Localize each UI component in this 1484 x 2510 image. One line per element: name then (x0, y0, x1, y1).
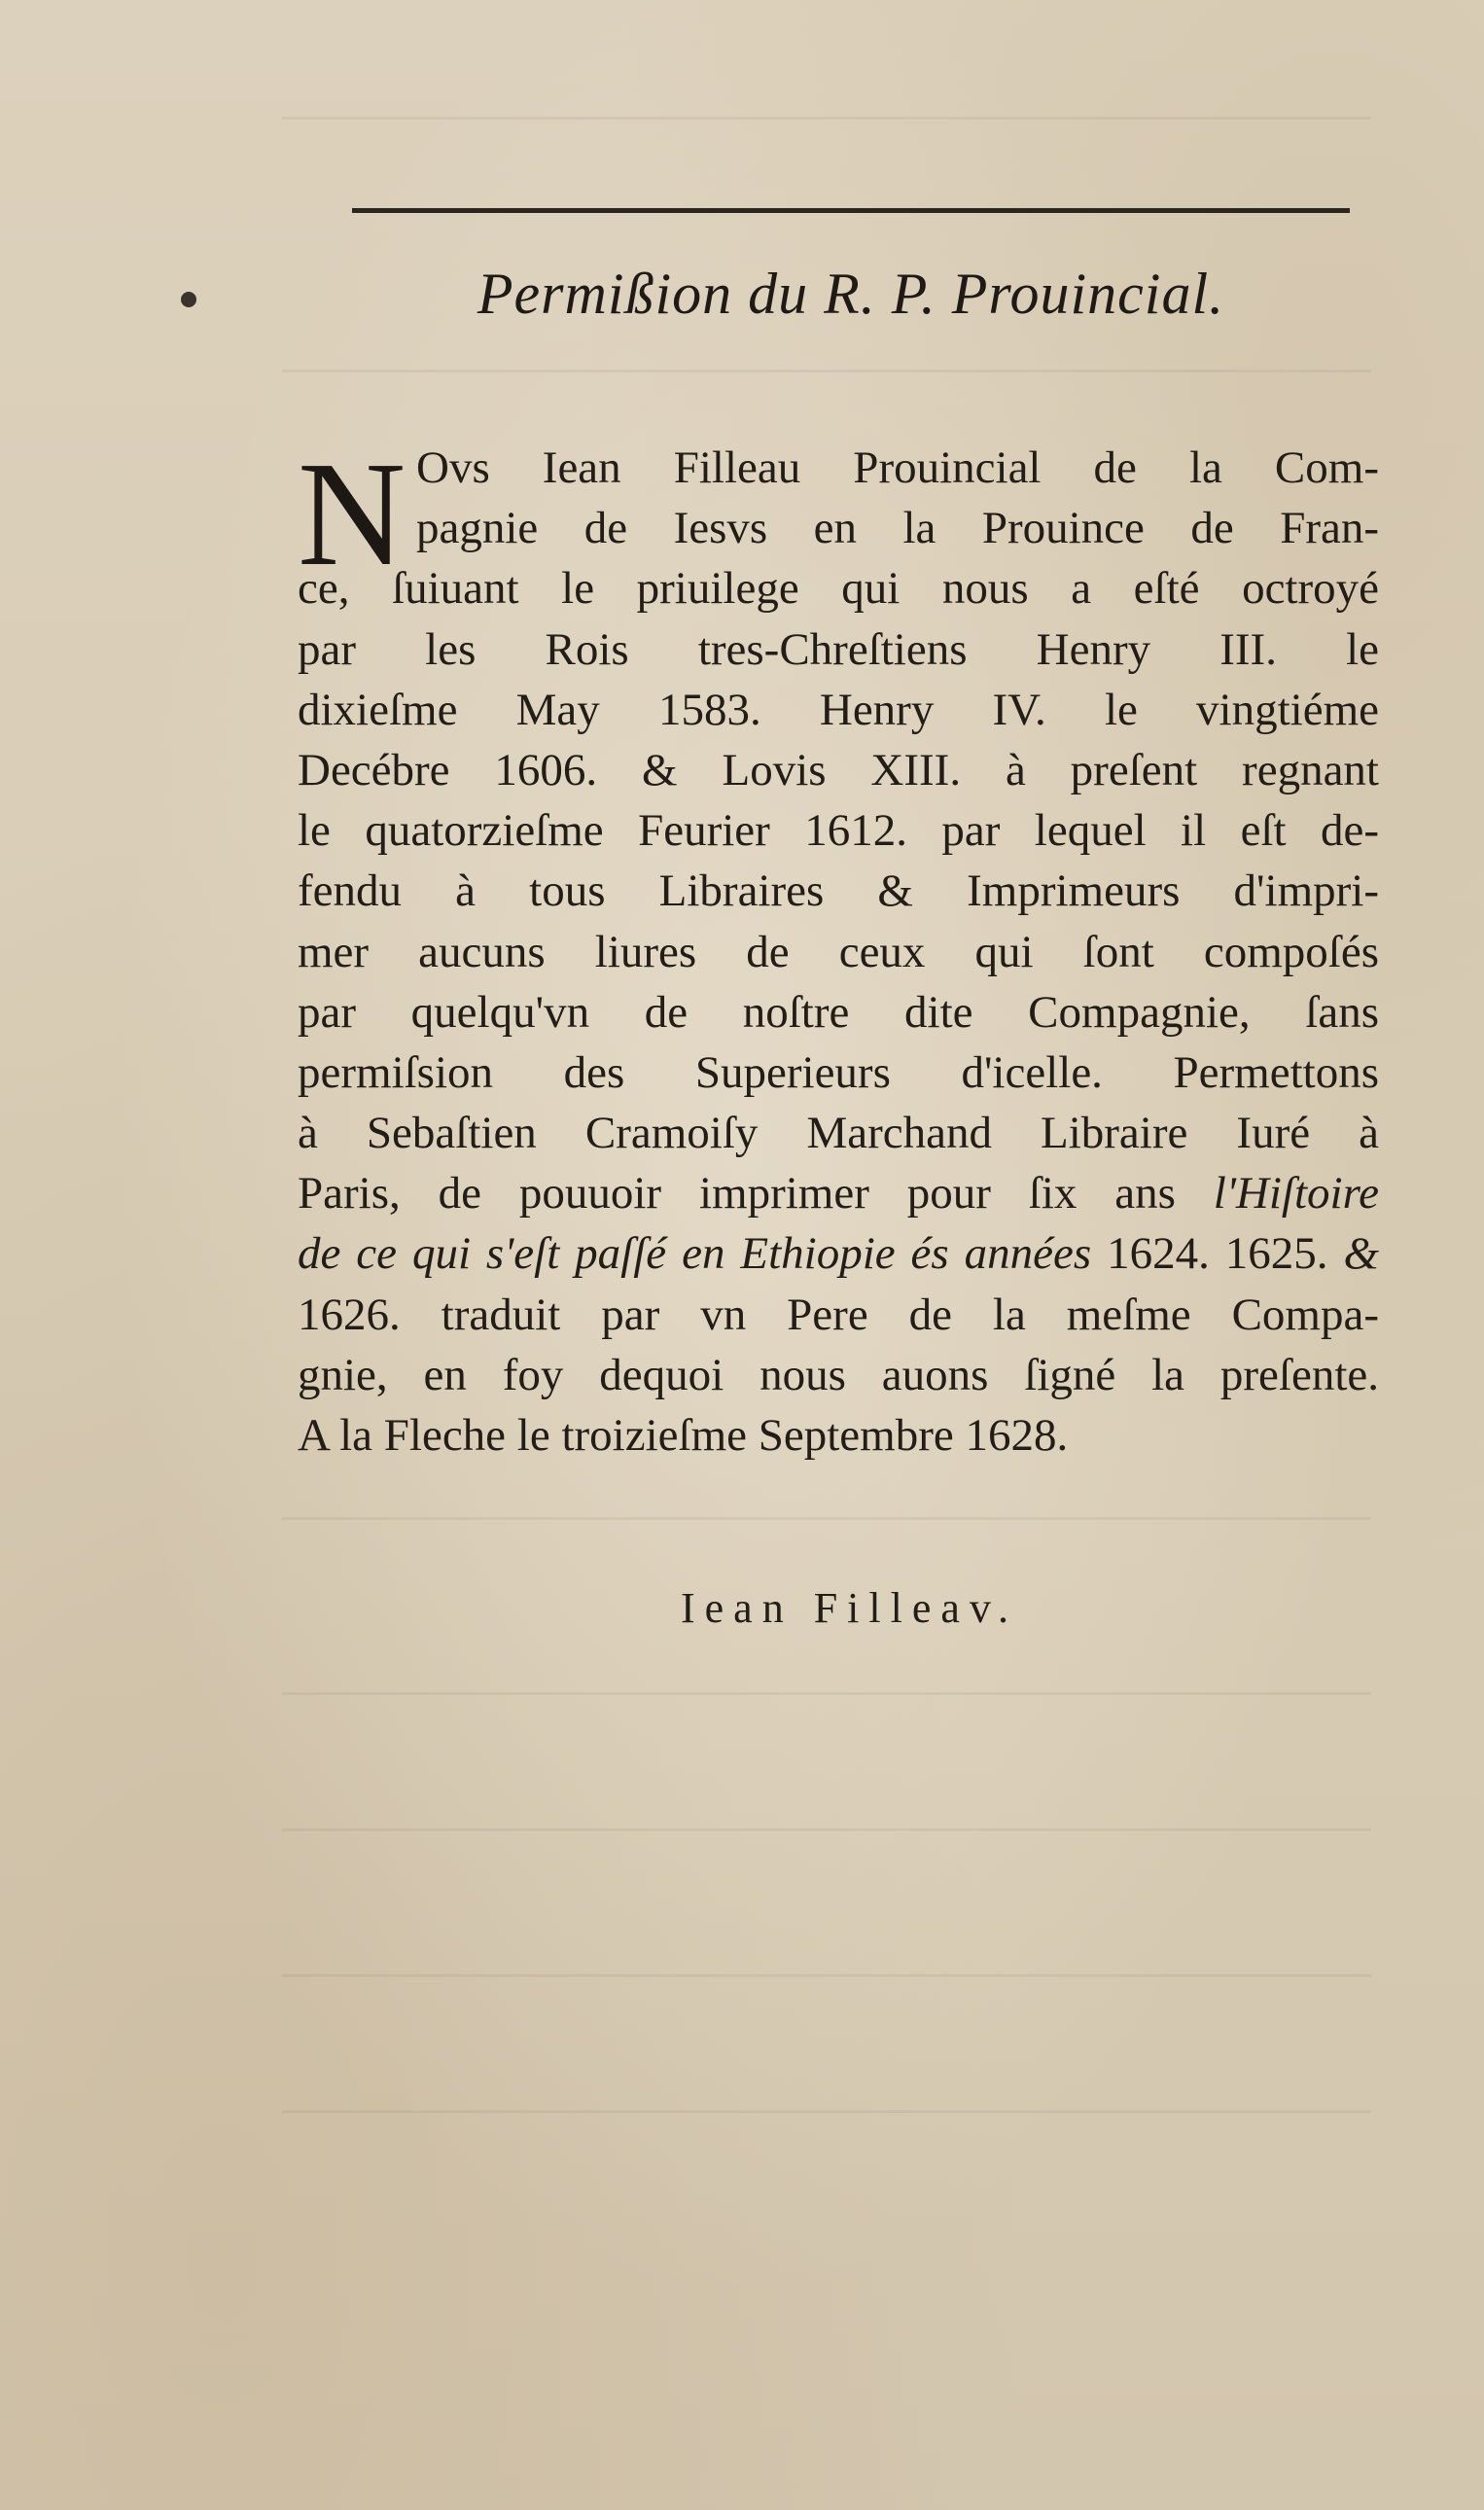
text-line: 1626. traduit par vn Pere de la meſme Compa- (298, 1289, 1379, 1340)
text-line: Ovs Iean Filleau Prouincial de la Com- (416, 442, 1379, 493)
text-line (298, 1223, 1379, 1284)
text-span: Paris, de pouuoir imprimer pour ſix ans (298, 1168, 1214, 1220)
text-line: par les Rois tres-Chreſtiens Henry III. le (298, 623, 1379, 675)
bleed-through-line (282, 1974, 1371, 1977)
signature: Iean Filleav. (681, 1584, 1019, 1632)
text-line: par quelqu'vn de noſtre dite Compagnie, ſans (298, 986, 1379, 1038)
text-line: le quatorzieſme Feurier 1612. par lequel il eſt de- (298, 805, 1379, 857)
text-line: fendu à tous Libraires & Imprimeurs d'impri- (298, 866, 1379, 917)
header-rule (352, 208, 1350, 213)
text-line: pagnie de Iesvs en la Prouince de Fran- (416, 503, 1379, 554)
text-line: permiſsion des Superieurs d'icelle. Permettons (298, 1046, 1379, 1098)
text-line: ce, ſuiuant le priuilege qui nous a eſté octroyé (298, 563, 1379, 615)
ink-spot (181, 292, 196, 307)
bleed-through-line (282, 1828, 1371, 1831)
text-line: mer aucuns liures de ceux qui ſont compoſés (298, 926, 1379, 977)
text-line: gnie, en foy dequoi nous auons ſigné la preſente. (298, 1349, 1379, 1400)
bleed-through-line (282, 1517, 1371, 1520)
book-title-italic: l'Hiſtoire (1213, 1168, 1379, 1220)
permission-text (298, 432, 1379, 1466)
page-title: Permißion du R. P. Prouincial. (477, 262, 1225, 326)
text-line: Decébre 1606. & Lovis XIII. à preſent regnant (298, 744, 1379, 795)
bleed-through-line (282, 117, 1371, 120)
book-title-italic: de ce qui s'eſt paſſé en Ethiopie és années (298, 1228, 1092, 1280)
drop-cap: N (298, 432, 406, 597)
bleed-through-line (282, 1692, 1371, 1695)
bleed-through-line (282, 370, 1371, 372)
ampersand-italic: & (1343, 1228, 1379, 1280)
text-line: à Sebaſtien Cramoiſy Marchand Libraire Iuré à (298, 1108, 1379, 1159)
text-span: 1624. 1625. (1091, 1228, 1344, 1280)
text-line: A la Fleche le troizieſme Septembre 1628. (298, 1410, 1069, 1461)
text-line: dixieſme May 1583. Henry IV. le vingtiéme (298, 684, 1379, 735)
text-line (298, 1163, 1379, 1223)
bleed-through-line (282, 2110, 1371, 2113)
